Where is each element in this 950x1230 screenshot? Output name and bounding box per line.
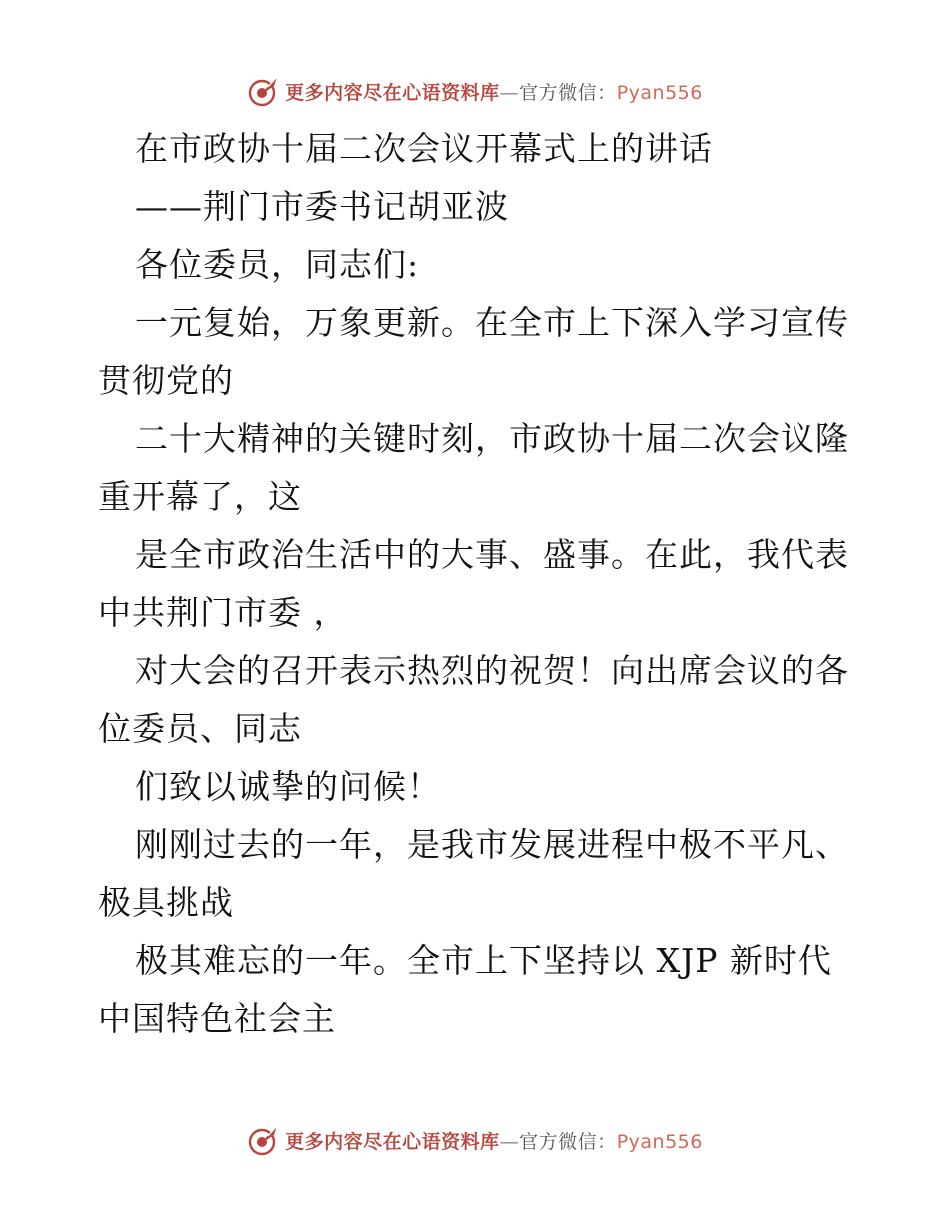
banner-strong-text: 更多内容尽在心语资料库 [285, 81, 500, 104]
banner-text [285, 1127, 703, 1154]
header-watermark-banner [0, 71, 950, 111]
document-body [98, 120, 858, 1048]
banner-wechat-label: 官方微信： [519, 81, 617, 104]
document-line: 二十大精神的关键时刻，市政协十届二次会议隆 [135, 419, 849, 458]
banner-strong-text: 更多内容尽在心语资料库 [285, 1130, 500, 1153]
document-line: 们致以诚挚的问候！ [135, 767, 441, 806]
document-line: ——荆门市委书记胡亚波 [135, 187, 509, 226]
banner-wechat-label: 官方微信： [519, 1130, 617, 1153]
banner-dash: — [499, 81, 520, 104]
document-line: 刚刚过去的一年，是我市发展进程中极不平凡、 [135, 825, 849, 864]
document-line: 是全市政治生活中的大事、盛事。在此，我代表 [135, 535, 849, 574]
document-line: 位委员、同志 [98, 709, 302, 748]
document-line: 重开幕了，这 [98, 477, 302, 516]
document-line: 在市政协十届二次会议开幕式上的讲话 [135, 129, 713, 168]
document-line: 中国特色社会主 [98, 999, 336, 1038]
document-line: 各位委员，同志们: [135, 245, 420, 284]
document-line: 贯彻党的 [98, 361, 234, 400]
document-line: 极其难忘的一年。全市上下坚持以 XJP 新时代 [135, 941, 832, 980]
banner-wechat-id: Pyan556 [616, 1130, 703, 1153]
banner-dash: — [499, 1130, 520, 1153]
banner-text [285, 78, 703, 105]
document-line: 对大会的召开表示热烈的祝贺！向出席会议的各 [135, 651, 849, 690]
document-line: 中共荆门市委 ， [98, 593, 348, 632]
footer-watermark-banner [0, 1120, 950, 1160]
banner-wechat-id: Pyan556 [616, 81, 703, 104]
feather-pen-logo-icon [247, 74, 281, 108]
feather-pen-logo-icon [247, 1123, 281, 1157]
document-line: 极具挑战 [98, 883, 234, 922]
document-line: 一元复始，万象更新。在全市上下深入学习宣传 [135, 303, 849, 342]
